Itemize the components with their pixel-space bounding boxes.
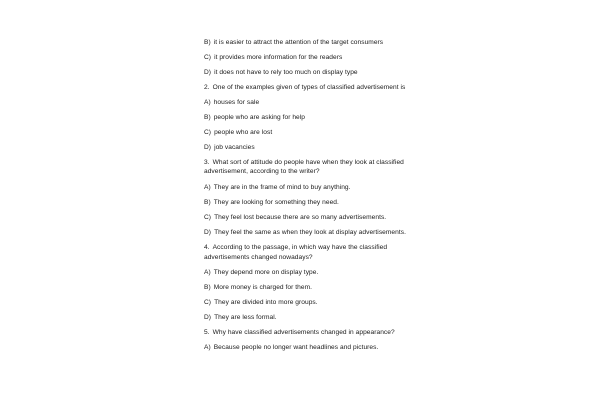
question-text: One of the examples given of types of classified advertisement is [212, 84, 406, 91]
option-text: it does not have to rely too much on display type [214, 69, 358, 76]
option-text: job vacancies [214, 144, 255, 151]
option-letter: B) [204, 199, 211, 206]
option-text: More money is charged for them. [213, 284, 313, 291]
q4-option-c [204, 298, 318, 307]
option-letter: C) [204, 129, 212, 136]
option-text: They feel the same as when they look at display advertisements. [214, 229, 406, 236]
option-letter: A) [204, 99, 211, 106]
option-text: Because people no longer want headlines and pictures. [213, 344, 379, 351]
option-text: it provides more information for the readers [214, 54, 343, 61]
option-letter: D) [204, 69, 212, 76]
option-text: They are less formal. [214, 314, 277, 321]
option-text: They feel lost because there are so many advertisements. [214, 214, 387, 221]
option-text: They are looking for something they need. [213, 199, 339, 206]
option-letter: A) [204, 269, 211, 276]
option-letter: D) [204, 314, 212, 321]
option-text: They depend more on display type. [213, 269, 319, 276]
question-number: 2. [204, 84, 210, 91]
q2-option-d [204, 143, 255, 152]
question-text-continued: advertisement, according to the writer? [204, 168, 320, 175]
option-letter: B) [204, 114, 211, 121]
question-number: 3. [204, 159, 210, 166]
question-number: 5. [204, 329, 210, 336]
q4-option-d [204, 313, 277, 322]
option-letter: C) [204, 299, 212, 306]
option-text: They are in the frame of mind to buy anything. [213, 184, 351, 191]
option-text: people who are asking for help [213, 114, 306, 121]
option-text: They are divided into more groups. [214, 299, 318, 306]
option-letter: D) [204, 229, 212, 236]
q4-option-a [204, 268, 318, 277]
q3-option-d [204, 228, 406, 237]
option-c [204, 53, 342, 62]
option-text: people who are lost [214, 129, 273, 136]
q3-option-a [204, 183, 351, 192]
option-letter: B) [204, 284, 211, 291]
q3-option-b [204, 198, 339, 207]
question-4 [204, 243, 387, 252]
option-letter: A) [204, 344, 211, 351]
q5-option-a [204, 343, 378, 352]
question-2 [204, 83, 405, 92]
option-d [204, 68, 358, 77]
option-b [204, 38, 383, 47]
q2-option-b [204, 113, 305, 122]
question-text: Why have classified advertisements changed in appearance? [212, 329, 395, 336]
question-text: What sort of attitude do people have when they look at classified [212, 159, 404, 166]
question-5 [204, 328, 395, 337]
question-3-continued [204, 167, 320, 176]
question-number: 4. [204, 244, 210, 251]
option-letter: B) [204, 39, 211, 46]
q2-option-a [204, 98, 259, 107]
option-letter: D) [204, 144, 212, 151]
option-letter: C) [204, 54, 212, 61]
option-letter: A) [204, 184, 211, 191]
question-text-continued: advertisements changed nowadays? [204, 254, 313, 261]
option-text: it is easier to attract the attention of the target consumers [213, 39, 384, 46]
question-3 [204, 158, 404, 167]
q3-option-c [204, 213, 386, 222]
q2-option-c [204, 128, 272, 137]
q4-option-b [204, 283, 312, 292]
option-letter: C) [204, 214, 212, 221]
question-4-continued [204, 253, 313, 262]
question-text: According to the passage, in which way have the classified [212, 244, 388, 251]
option-text: houses for sale [213, 99, 260, 106]
